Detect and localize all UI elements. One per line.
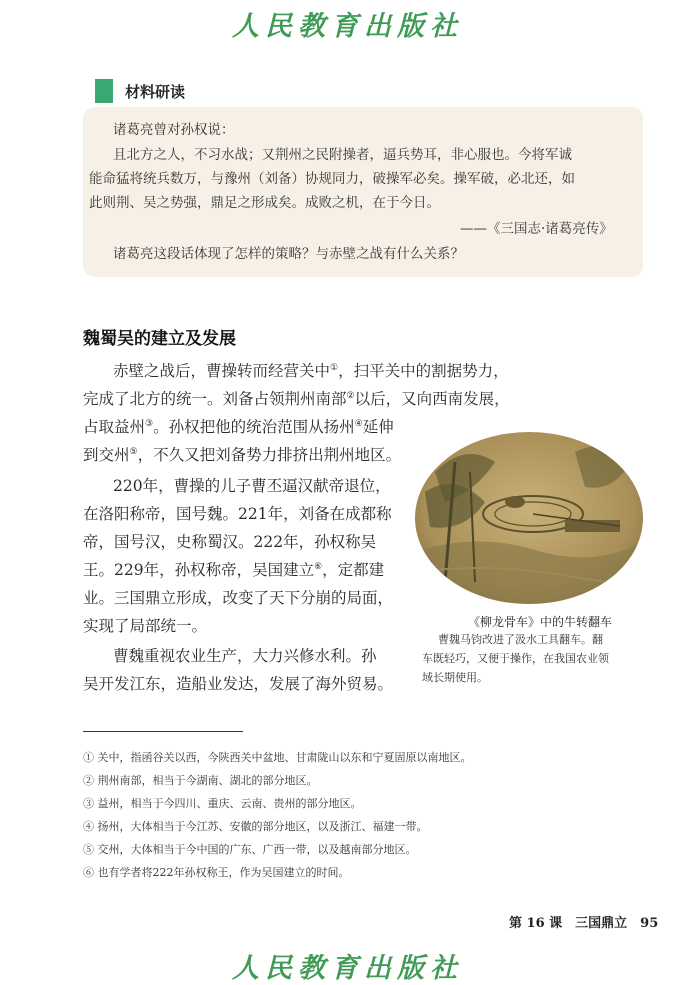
material-question: 诸葛亮这段话体现了怎样的策略？与赤壁之战有什么关系？ [113, 246, 464, 262]
footnote-divider [83, 731, 243, 732]
figure-caption-line-1: 曹魏马钧改进了汲水工具翻车。翻 [438, 633, 603, 646]
footnote-1: ① 关中，指函谷关以西，今陕西关中盆地、甘肃陇山以东和宁夏固原以南地区。 [83, 751, 472, 764]
footnote-4: ④ 扬州，大体相当于今江苏、安徽的部分地区，以及浙江、福建一带。 [83, 820, 428, 833]
footnote-3: ③ 益州，相当于今四川、重庆、云南、贵州的部分地区。 [83, 797, 362, 810]
section-marker [95, 79, 113, 103]
footnote-ref-4[interactable]: ④ [354, 418, 363, 429]
body-line-10: 实现了局部统一。 [83, 617, 208, 635]
quote-line-2: 能命猛将统兵数万，与豫州（刘备）协规同力，破操军必矣。操军破，必北还，如 [89, 171, 575, 187]
body-line-7: 帝，国号汉，史称蜀汉。222年，孙权称吴 [83, 533, 377, 551]
footnote-ref-3[interactable]: ③ [145, 418, 154, 429]
quote-line-1: 且北方之人，不习水战；又荆州之民附操者，逼兵势耳，非心服也。今将军诚 [113, 147, 572, 163]
body-line-11: 曹魏重视农业生产，大力兴修水利。孙 [113, 647, 377, 665]
publisher-logo-bottom: 人民教育出版社 [232, 953, 463, 984]
material-title: 材料研读 [125, 83, 186, 101]
footnote-ref-6[interactable]: ⑥ [314, 561, 323, 572]
footnote-ref-5[interactable]: ⑤ [129, 446, 138, 457]
body-line-6: 在洛阳称帝，国号魏。221年，刘备在成都称 [83, 505, 392, 523]
painting-image [415, 432, 643, 604]
painting-illustration [415, 432, 643, 604]
footnote-ref-2[interactable]: ② [346, 390, 355, 401]
page-footer-label: 第 16 课 三国鼎立 95 [509, 916, 659, 931]
body-line-9: 业。三国鼎立形成，改变了天下分崩的局面， [83, 589, 394, 607]
quote-intro: 诸葛亮曾对孙权说： [113, 122, 235, 138]
footnote-6: ⑥ 也有学者将222年孙权称王，作为吴国建立的时间。 [83, 866, 350, 879]
body-line-3: 占取益州③。孙权把他的统治范围从扬州④延伸 [83, 418, 394, 436]
figure-caption-line-3: 域长期使用。 [422, 671, 488, 684]
body-line-12: 吴开发江东，造船业发达，发展了海外贸易。 [83, 675, 394, 693]
publisher-logo-top: 人民教育出版社 [232, 11, 463, 42]
figure-title: 《柳龙骨车》中的牛转翻车 [468, 615, 613, 629]
quote-source: ——《三国志·诸葛亮传》 [460, 221, 613, 237]
body-line-2: 完成了北方的统一。刘备占领荆州南部②以后，又向西南发展， [83, 390, 510, 408]
body-line-4: 到交州⑤，不久又把刘备势力排挤出荆州地区。 [83, 446, 402, 464]
footnote-5: ⑤ 交州，大体相当于今中国的广东、广西一带，以及越南部分地区。 [83, 843, 417, 856]
section-title: 魏蜀吴的建立及发展 [83, 329, 236, 349]
quote-line-3: 此则荆、吴之势强，鼎足之形成矣。成败之机，在于今日。 [89, 195, 440, 211]
body-line-1: 赤壁之战后，曹操转而经营关中①，扫平关中的割据势力， [113, 362, 509, 380]
body-line-5: 220年，曹操的儿子曹丕逼汉献帝退位， [113, 477, 391, 495]
body-line-8: 王。229年，孙权称帝，吴国建立⑥，定都建 [83, 561, 385, 579]
footnote-2: ② 荆州南部，相当于今湖南、湖北的部分地区。 [83, 774, 318, 787]
footnote-ref-1[interactable]: ① [330, 362, 339, 373]
figure-caption-line-2: 车既轻巧，又便于操作，在我国农业领 [422, 652, 609, 665]
